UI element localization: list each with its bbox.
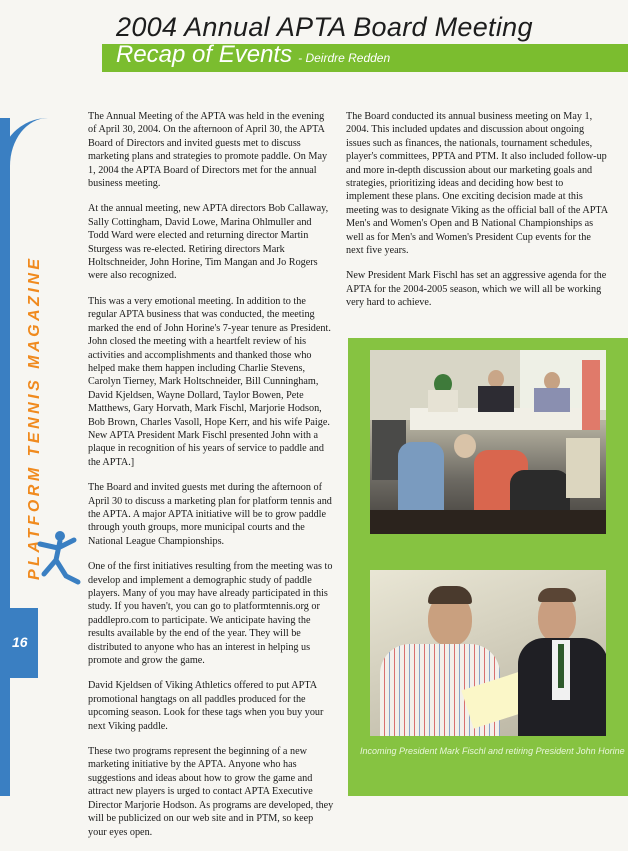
meeting-photo xyxy=(370,350,606,534)
article-paragraph: The Board and invited guests met during the afternoon of April 30 to discuss a marketing plan for platform tennis and the APTA. A major APTA initiative will be to grow paddle through youth groups, more municipal courts and the National League Championships. xyxy=(88,482,332,547)
article-paragraph: These two programs represent the beginning of a new marketing initiative by the APTA. Anyone who has suggestions and ideas about how to grow the game and attract new players is urged to contact APTA Executive Director Marjorie Hodson. As programs are developed, they will be publicized on our web site and in PTM, so keep your eyes open. xyxy=(88,746,334,838)
presidents-photo xyxy=(370,570,606,736)
subtitle: Recap of Events xyxy=(116,41,293,68)
magazine-name: PLATFORM TENNIS MAGAZINE xyxy=(26,255,43,580)
article-paragraph: This was a very emotional meeting. In addition to the regular APTA business that was conducted, the meeting marked the end of John Horine's 7-year tenure as President. John closed the meeting with a heartfelt review of his activities and accomplishments and thanked those who helped make them happen including Charlie Stevens, Carolyn Tierney, Mark Holtschneider, Bill Cunningham, David Kjeldsen, Wayne Dollard, Taylor Bowen, Pete Matthews, Gary Horvath, Mark Fischl, Marjorie Hodson, Bob Brown, Charles Vasoll, Hope Kerr, and his wife Paige. New APTA President Mark Fischl presented John with a plaque in recognition of his years of service to paddle and the APTA.] xyxy=(88,295,331,468)
author-byline: - Deirdre Redden xyxy=(298,51,391,65)
article-column-1 xyxy=(88,110,334,851)
subtitle-line xyxy=(116,41,390,69)
article-column-2 xyxy=(346,110,608,322)
article-paragraph: The Board conducted its annual business meeting on May 1, 2004. This included updates and discussion about ongoing issues such as finances, the nationals, tournament schedules, player's committees, PPTA and PTM. It also included follow-up and more in-depth discussion about our marketing goals and strategies, prioritizing ideas and deciding how best to implement these plans. One exciting decision made at this meeting was to designate Viking as the official ball of the APTA Men's and Women's Open and B National Championships as well as for Men's and Women's President Cup events for the next five years. xyxy=(346,111,608,257)
article-paragraph: David Kjeldsen of Viking Athletics offered to put APTA promotional hangtags on all paddles produced for the upcoming season. Look for these tags when you buy your next Viking paddle. xyxy=(88,680,324,732)
photo-caption: Incoming President Mark Fischl and retiring President John Horine xyxy=(360,746,625,756)
article-paragraph: The Annual Meeting of the APTA was held in the evening of April 30, 2004. On the afternoon of April 30, the APTA Board of Directors and invited guests met to discuss marketing plans and strategies to promote paddle. On May 1, 2004 the APTA Board of Directors met for the annual business meeting. xyxy=(88,111,328,190)
paddle-player-icon xyxy=(30,530,82,590)
article-paragraph: New President Mark Fischl has set an aggressive agenda for the APTA for the 2004-2005 season, which we will all be working very hard to achieve. xyxy=(346,270,607,309)
sidebar-stripe xyxy=(0,118,10,796)
page-number: 16 xyxy=(12,634,28,650)
article-paragraph: At the annual meeting, new APTA directors Bob Callaway, Sally Cottingham, David Lowe, Marina Ohlmuller and Todd Ward were elected and returning director Martin Sturgess was re-elected. Retiring directors Mark Holtschneider, John Horine, Tim Mangan and Jo Rogers were also recognized. xyxy=(88,203,329,282)
page-title: 2004 Annual APTA Board Meeting xyxy=(116,12,533,42)
article-paragraph: One of the first initiatives resulting from the meeting was to develop and implement a demographic study of paddle players. Many of you may have already participated in this study. If you haven't, you can go to platformtennis.org or paddlepro.com to participate. We anticipate having the results available by the end of the year. They will be distributed to anyone who has an interest in helping us promote and grow the game. xyxy=(88,561,333,667)
